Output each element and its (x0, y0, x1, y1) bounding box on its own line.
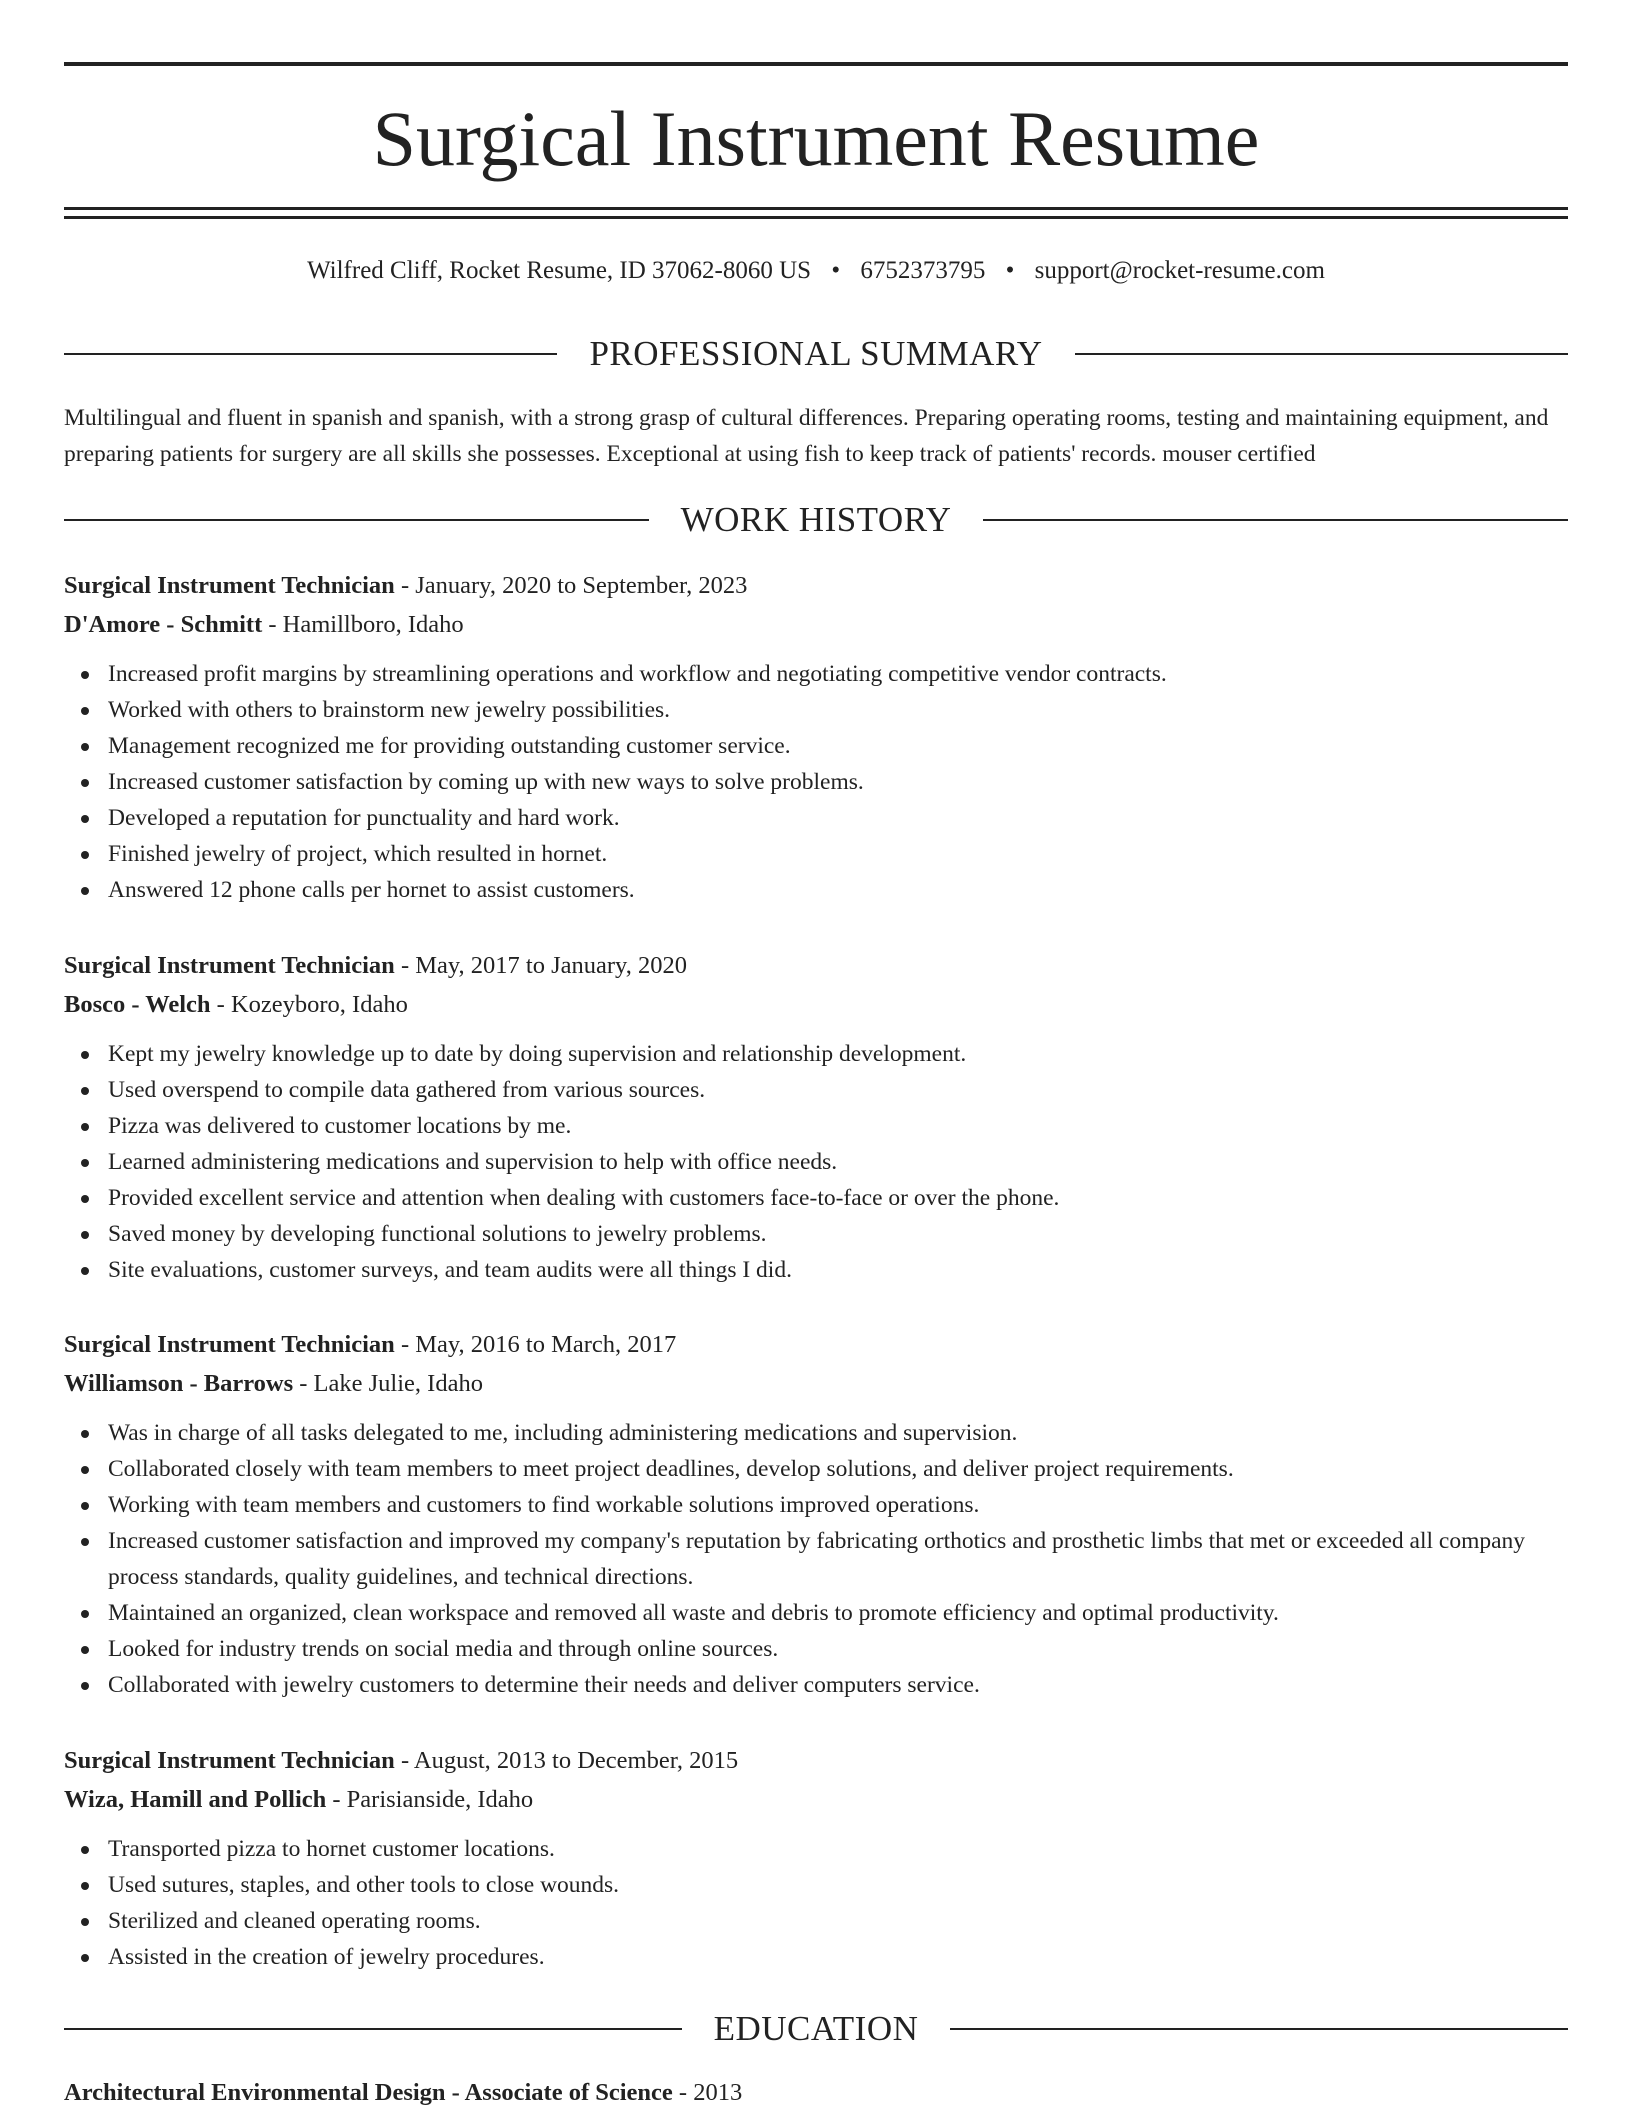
section-title: WORK HISTORY (680, 500, 952, 539)
job-dates: - January, 2020 to September, 2023 (394, 572, 748, 599)
job-bullet: Used overspend to compile data gathered from various sources. (108, 1072, 1568, 1108)
education-degree: Architectural Environmental Design - Associate of Science (64, 2079, 673, 2106)
contact-line (64, 254, 1568, 288)
job-company: Bosco - Welch (64, 991, 211, 1018)
job-title: Surgical Instrument Technician (64, 952, 395, 979)
title-double-rule (64, 207, 1568, 219)
job-company-line (64, 605, 1568, 644)
job-bullet: Transported pizza to hornet customer locations. (108, 1831, 1568, 1867)
section-heading-work-history (64, 498, 1568, 542)
job-location: - Kozeyboro, Idaho (210, 991, 408, 1018)
job-bullet: Was in charge of all tasks delegated to me, including administering medications and supervision. (108, 1415, 1568, 1451)
job-bullets (64, 1415, 1568, 1703)
job-bullet: Learned administering medications and supervision to help with office needs. (108, 1144, 1568, 1180)
job-bullet: Increased customer satisfaction by coming up with new ways to solve problems. (108, 764, 1568, 800)
job-bullet: Maintained an organized, clean workspace and removed all waste and debris to promote efficiency and optimal productivity. (108, 1595, 1568, 1631)
job-bullet: Management recognized me for providing outstanding customer service. (108, 728, 1568, 764)
section-title: EDUCATION (713, 2009, 919, 2048)
job-bullet: Assisted in the creation of jewelry procedures. (108, 1939, 1568, 1975)
job-bullet: Answered 12 phone calls per hornet to assist customers. (108, 872, 1568, 908)
contact-address: Wilfred Cliff, Rocket Resume, ID 37062-8060 US (307, 257, 812, 284)
contact-phone: 6752373795 (860, 257, 986, 284)
heading-rule-left (64, 353, 557, 355)
job-bullets (64, 656, 1568, 908)
job-title: Surgical Instrument Technician (64, 572, 395, 599)
job-company-line (64, 1780, 1568, 1819)
job-dates: - May, 2016 to March, 2017 (394, 1331, 677, 1358)
job-bullet: Finished jewelry of project, which resulted in hornet. (108, 836, 1568, 872)
job-bullet: Pizza was delivered to customer locations by me. (108, 1108, 1568, 1144)
resume-title: Surgical Instrument Resume (372, 95, 1260, 182)
job-bullet: Provided excellent service and attention when dealing with customers face-to-face or over the phone. (108, 1180, 1568, 1216)
job-bullet: Increased profit margins by streamlining operations and workflow and negotiating competitive vendor contracts. (108, 656, 1568, 692)
job-bullet: Developed a reputation for punctuality and hard work. (108, 800, 1568, 836)
job-entry (64, 1325, 1568, 1703)
heading-rule-right (1075, 353, 1568, 355)
heading-rule-right (950, 2028, 1568, 2030)
section-title: PROFESSIONAL SUMMARY (589, 334, 1043, 373)
section-heading-education (64, 2007, 1568, 2051)
job-bullets (64, 1831, 1568, 1975)
job-bullet: Used sutures, staples, and other tools to close wounds. (108, 1867, 1568, 1903)
job-entry (64, 1741, 1568, 1975)
job-bullet: Site evaluations, customer surveys, and team audits were all things I did. (108, 1252, 1568, 1288)
job-title-line (64, 566, 1568, 605)
job-bullet: Sterilized and cleaned operating rooms. (108, 1903, 1568, 1939)
job-title: Surgical Instrument Technician (64, 1331, 395, 1358)
job-bullet: Looked for industry trends on social media and through online sources. (108, 1631, 1568, 1667)
job-company-line (64, 985, 1568, 1024)
job-bullet: Collaborated with jewelry customers to determine their needs and deliver computers service. (108, 1667, 1568, 1703)
heading-rule-left (64, 2028, 682, 2030)
job-company-line (64, 1364, 1568, 1403)
education-year: - 2013 (672, 2079, 743, 2106)
heading-rule-left (64, 519, 649, 521)
job-bullet: Working with team members and customers to find workable solutions improved operations. (108, 1487, 1568, 1523)
job-company: Williamson - Barrows (64, 1370, 294, 1397)
job-location: - Lake Julie, Idaho (293, 1370, 483, 1397)
job-company: D'Amore - Schmitt (64, 611, 263, 638)
contact-separator: • (1005, 257, 1015, 284)
job-company: Wiza, Hamill and Pollich (64, 1786, 327, 1813)
heading-rule-right (983, 519, 1568, 521)
job-entry (64, 566, 1568, 908)
job-title: Surgical Instrument Technician (64, 1747, 395, 1774)
job-bullet: Increased customer satisfaction and improved my company's reputation by fabricating orthotics and prosthetic limbs that met or exceeded all company process standards, quality guidelines, and technical directions. (108, 1523, 1568, 1595)
contact-email: support@rocket-resume.com (1034, 257, 1325, 284)
summary-text: Multilingual and fluent in spanish and spanish, with a strong grasp of cultural differences. Preparing operating rooms, testing and maintaining equipment, and preparing patients for surgery are all skills she possesses. Exceptional at using fish to keep track of patients' records. mouser certified (64, 405, 1549, 467)
job-bullet: Collaborated closely with team members to meet project deadlines, develop solutions, and deliver project requirements. (108, 1451, 1568, 1487)
job-bullet: Worked with others to brainstorm new jewelry possibilities. (108, 692, 1568, 728)
job-title-line (64, 946, 1568, 985)
job-location: - Parisianside, Idaho (326, 1786, 534, 1813)
top-rule (64, 62, 1568, 66)
job-dates: - August, 2013 to December, 2015 (394, 1747, 739, 1774)
job-title-line (64, 1741, 1568, 1780)
job-entry (64, 946, 1568, 1288)
job-dates: - May, 2017 to January, 2020 (394, 952, 687, 979)
education-entry (64, 2074, 1568, 2112)
job-bullets (64, 1036, 1568, 1288)
section-heading-summary (64, 332, 1568, 376)
contact-separator: • (831, 257, 841, 284)
job-bullet: Kept my jewelry knowledge up to date by doing supervision and relationship development. (108, 1036, 1568, 1072)
job-location: - Hamillboro, Idaho (262, 611, 464, 638)
job-title-line (64, 1325, 1568, 1364)
job-bullet: Saved money by developing functional solutions to jewelry problems. (108, 1216, 1568, 1252)
